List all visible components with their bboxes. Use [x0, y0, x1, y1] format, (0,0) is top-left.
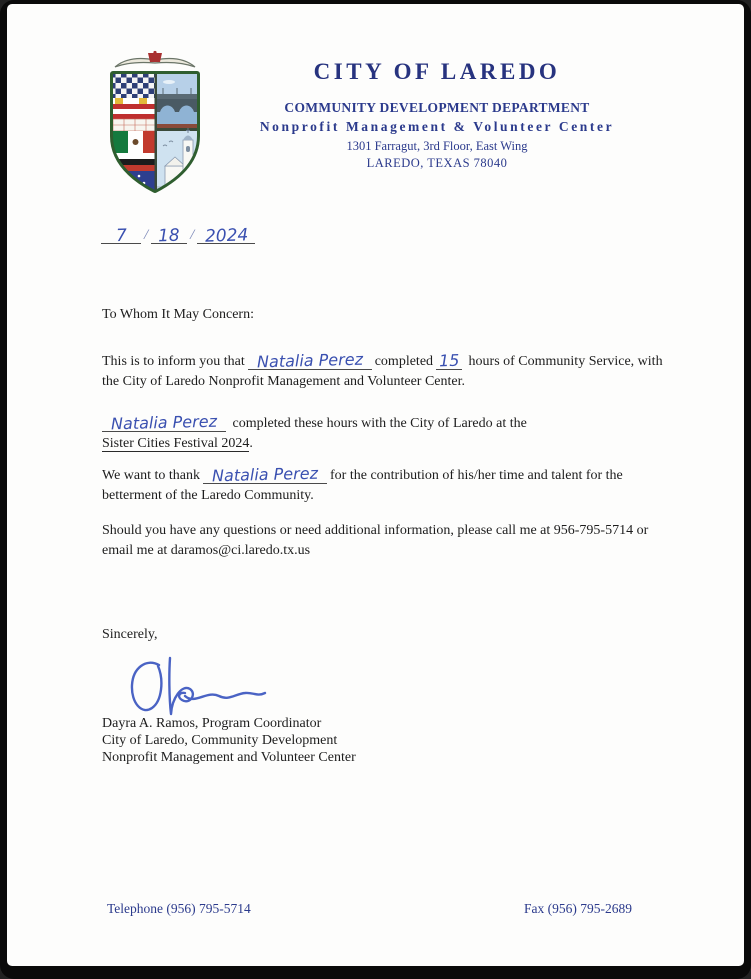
volunteer-name-blank — [248, 349, 372, 372]
city-of-laredo-seal-icon — [99, 50, 211, 200]
date-year-blank — [197, 225, 255, 247]
letterhead — [232, 59, 642, 171]
p2-period: . — [249, 436, 253, 451]
date-month-value: 7 — [115, 225, 127, 247]
letter-page — [7, 4, 744, 966]
hours-value: 15 — [438, 350, 460, 371]
p1-lead: This is to inform you that — [102, 354, 245, 369]
date-year-value: 2024 — [204, 225, 249, 247]
signature-block — [102, 715, 356, 766]
date-day-blank — [151, 225, 187, 247]
date-field — [99, 225, 257, 247]
date-month-blank — [101, 225, 141, 247]
volunteer-name: Natalia Perez — [256, 349, 363, 372]
paragraph-thanks — [102, 463, 669, 506]
footer-telephone: Telephone (956) 795-5714 — [107, 901, 251, 916]
volunteer-name-blank — [102, 411, 226, 434]
p2-text: completed these hours with the City of Laredo at the — [232, 416, 527, 431]
signer-name-title: Dayra A. Ramos, Program Coordinator — [102, 716, 322, 731]
date-separator: / — [144, 227, 149, 243]
paragraph-contact: Should you have any questions or need additional information, please call me at 956-795-5714 or email me at daramos@ci.laredo.tx.us — [102, 523, 649, 558]
volunteer-name: Natalia Perez — [110, 411, 218, 434]
letterhead-address-line2: LAREDO, TEXAS 78040 — [366, 156, 508, 170]
volunteer-name: Natalia Perez — [211, 463, 319, 486]
date-day-value: 18 — [158, 225, 181, 247]
salutation: To Whom It May Concern: — [102, 307, 254, 322]
footer-fax: Fax (956) 795-2689 — [524, 901, 632, 916]
event-name: Sister Cities Festival 2024 — [102, 436, 250, 451]
volunteer-name-blank — [203, 463, 327, 486]
p1-mid: completed — [374, 354, 434, 369]
closing-salutation: Sincerely, — [102, 627, 158, 642]
signature-icon — [112, 653, 302, 719]
letter-body — [102, 305, 669, 583]
date-separator: / — [190, 227, 195, 243]
p1-tail: hours of Community Service, with the City of Laredo Nonprofit Management and Volunteer Center. — [102, 354, 663, 389]
letterhead-division: Nonprofit Management & Volunteer Center — [259, 119, 615, 134]
closing-block — [102, 626, 356, 766]
letter-footer — [7, 901, 744, 917]
letterhead-title: CITY OF LAREDO — [313, 59, 561, 84]
p3-lead: We want to thank — [102, 468, 201, 483]
paragraph-hours — [102, 349, 669, 392]
letterhead-address-line1: 1301 Farragut, 3rd Floor, East Wing — [346, 139, 528, 153]
paragraph-event — [102, 411, 669, 454]
letterhead-department: COMMUNITY DEVELOPMENT DEPARTMENT — [284, 100, 590, 115]
hours-blank — [436, 352, 462, 370]
p3-tail: for the contribution of his/her time and talent for the betterment of the Laredo Community. — [102, 468, 623, 503]
signer-org-line2: Nonprofit Management and Volunteer Center — [102, 750, 356, 765]
signer-org-line1: City of Laredo, Community Development — [102, 733, 338, 748]
